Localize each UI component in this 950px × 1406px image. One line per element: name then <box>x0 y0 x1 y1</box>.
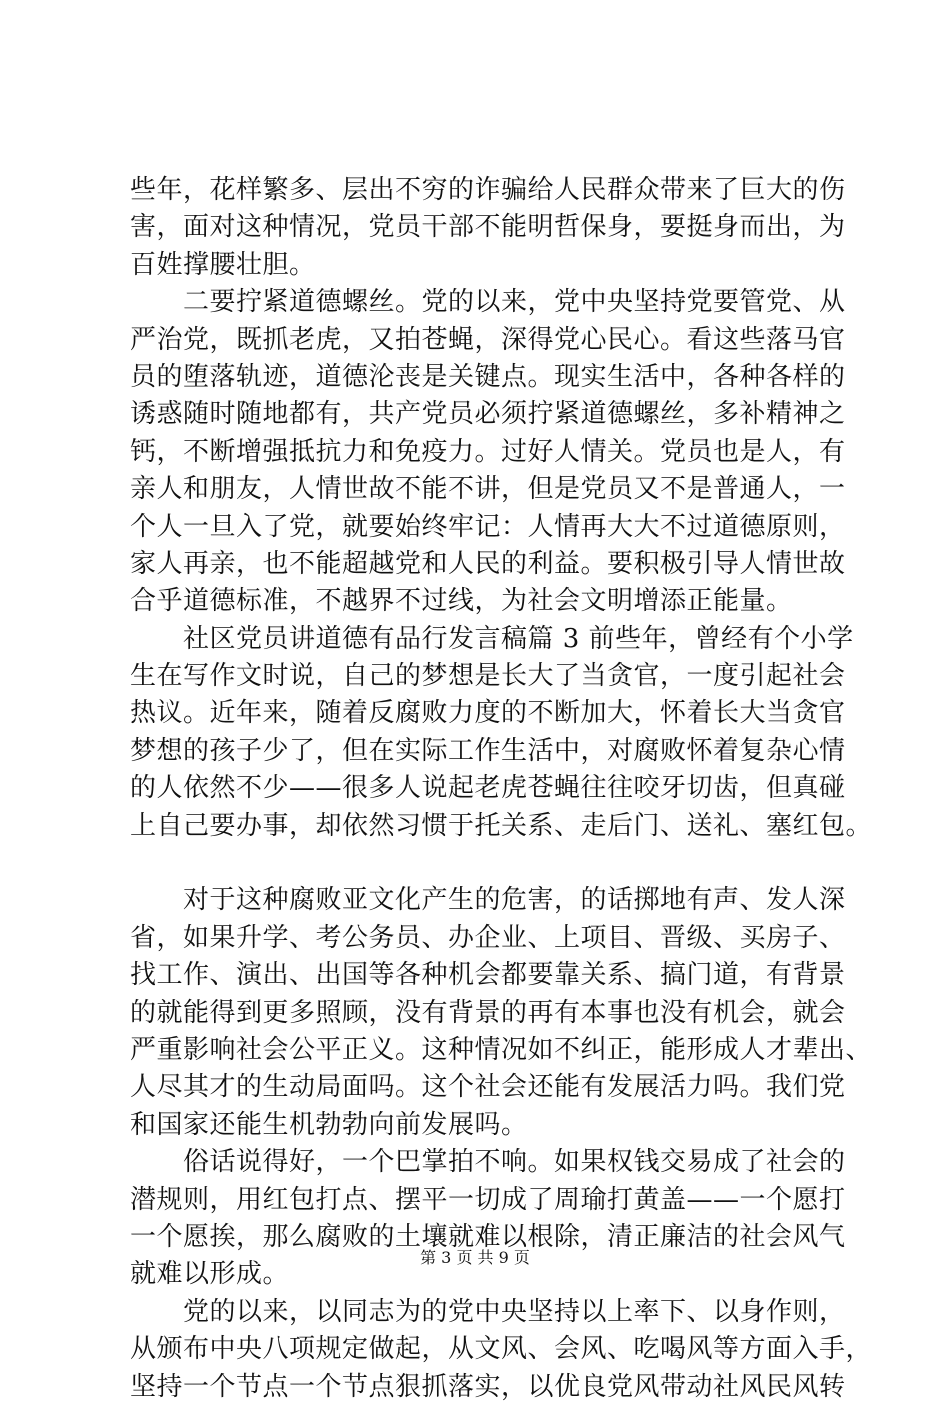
paragraph-line: 亲人和朋友，人情世故不能不讲，但是党员又不是普通人，一 <box>130 474 846 505</box>
blank-line <box>130 845 830 882</box>
document-body <box>130 172 873 1406</box>
paragraph-line: 潜规则，用红包打点、摆平一切成了周瑜打黄盖——一个愿打 <box>130 1184 846 1215</box>
paragraph-line: 省，如果升学、考公务员、办企业、上项目、晋级、买房子、 <box>130 922 846 953</box>
paragraph-line: 梦想的孩子少了，但在实际工作生活中，对腐败怀着复杂心情 <box>130 735 846 766</box>
paragraph-line: 二要拧紧道德螺丝。党的以来，党中央坚持党要管党、从 <box>130 287 846 318</box>
paragraph-line: 找工作、演出、出国等各种机会都要靠关系、搞门道，有背景 <box>130 960 846 991</box>
paragraph-line: 从颁布中央八项规定做起，从文风、会风、吃喝风等方面入手， <box>130 1334 873 1365</box>
paragraph-line: 上自己要办事，却依然习惯于托关系、走后门、送礼、塞红包。 <box>130 810 873 841</box>
paragraph-line: 严重影响社会公平正义。这种情况如不纠正，能形成人才辈出、 <box>130 1034 873 1065</box>
paragraph-line: 合乎道德标准，不越界不过线，为社会文明增添正能量。 <box>130 586 793 617</box>
paragraph-line: 一个愿挨，那么腐败的土壤就难以根除，清正廉洁的社会风气 <box>130 1221 846 1252</box>
page-footer: 第 3 页 共 9 页 <box>420 1248 530 1267</box>
paragraph-line: 社区党员讲道德有品行发言稿篇 3 前些年，曾经有个小学 <box>130 623 854 654</box>
paragraph-line: 钙，不断增强抵抗力和免疫力。过好人情关。党员也是人，有 <box>130 436 846 467</box>
paragraph-line: 的就能得到更多照顾，没有背景的再有本事也没有机会，就会 <box>130 997 846 1028</box>
paragraph-line: 坚持一个节点一个节点狠抓落实，以优良党风带动社风民风转 <box>130 1371 846 1402</box>
paragraph-line: 百姓撑腰壮胆。 <box>130 249 316 280</box>
paragraph-line: 家人再亲，也不能超越党和人民的利益。要积极引导人情世故 <box>130 548 846 579</box>
paragraph-line: 和国家还能生机勃勃向前发展吗。 <box>130 1109 528 1140</box>
paragraph-line: 诱惑随时随地都有，共产党员必须拧紧道德螺丝，多补精神之 <box>130 399 846 430</box>
paragraph-line: 害，面对这种情况，党员干部不能明哲保身，要挺身而出，为 <box>130 212 846 243</box>
paragraph-line: 员的堕落轨迹，道德沦丧是关键点。现实生活中，各种各样的 <box>130 361 846 392</box>
paragraph-line: 生在写作文时说，自己的梦想是长大了当贪官，一度引起社会 <box>130 661 846 692</box>
paragraph-line: 人尽其才的生动局面吗。这个社会还能有发展活力吗。我们党 <box>130 1072 846 1103</box>
paragraph-line: 就难以形成。 <box>130 1259 290 1290</box>
paragraph-line: 热议。近年来，随着反腐败力度的不断加大，怀着长大当贪官 <box>130 698 846 729</box>
paragraph-line: 些年，花样繁多、层出不穷的诈骗给人民群众带来了巨大的伤 <box>130 175 846 205</box>
paragraph-line: 党的以来，以同志为的党中央坚持以上率下、以身作则， <box>130 1296 846 1327</box>
paragraph-line: 的人依然不少——很多人说起老虎苍蝇往往咬牙切齿，但真碰 <box>130 773 846 804</box>
paragraph-line: 对于这种腐败亚文化产生的危害，的话掷地有声、发人深 <box>130 885 846 916</box>
paragraph-line: 俗话说得好，一个巴掌拍不响。如果权钱交易成了社会的 <box>130 1147 846 1178</box>
paragraph-line: 严治党，既抓老虎，又拍苍蝇，深得党心民心。看这些落马官 <box>130 324 846 355</box>
paragraph-line: 个人一旦入了党，就要始终牢记：人情再大大不过道德原则， <box>130 511 846 542</box>
